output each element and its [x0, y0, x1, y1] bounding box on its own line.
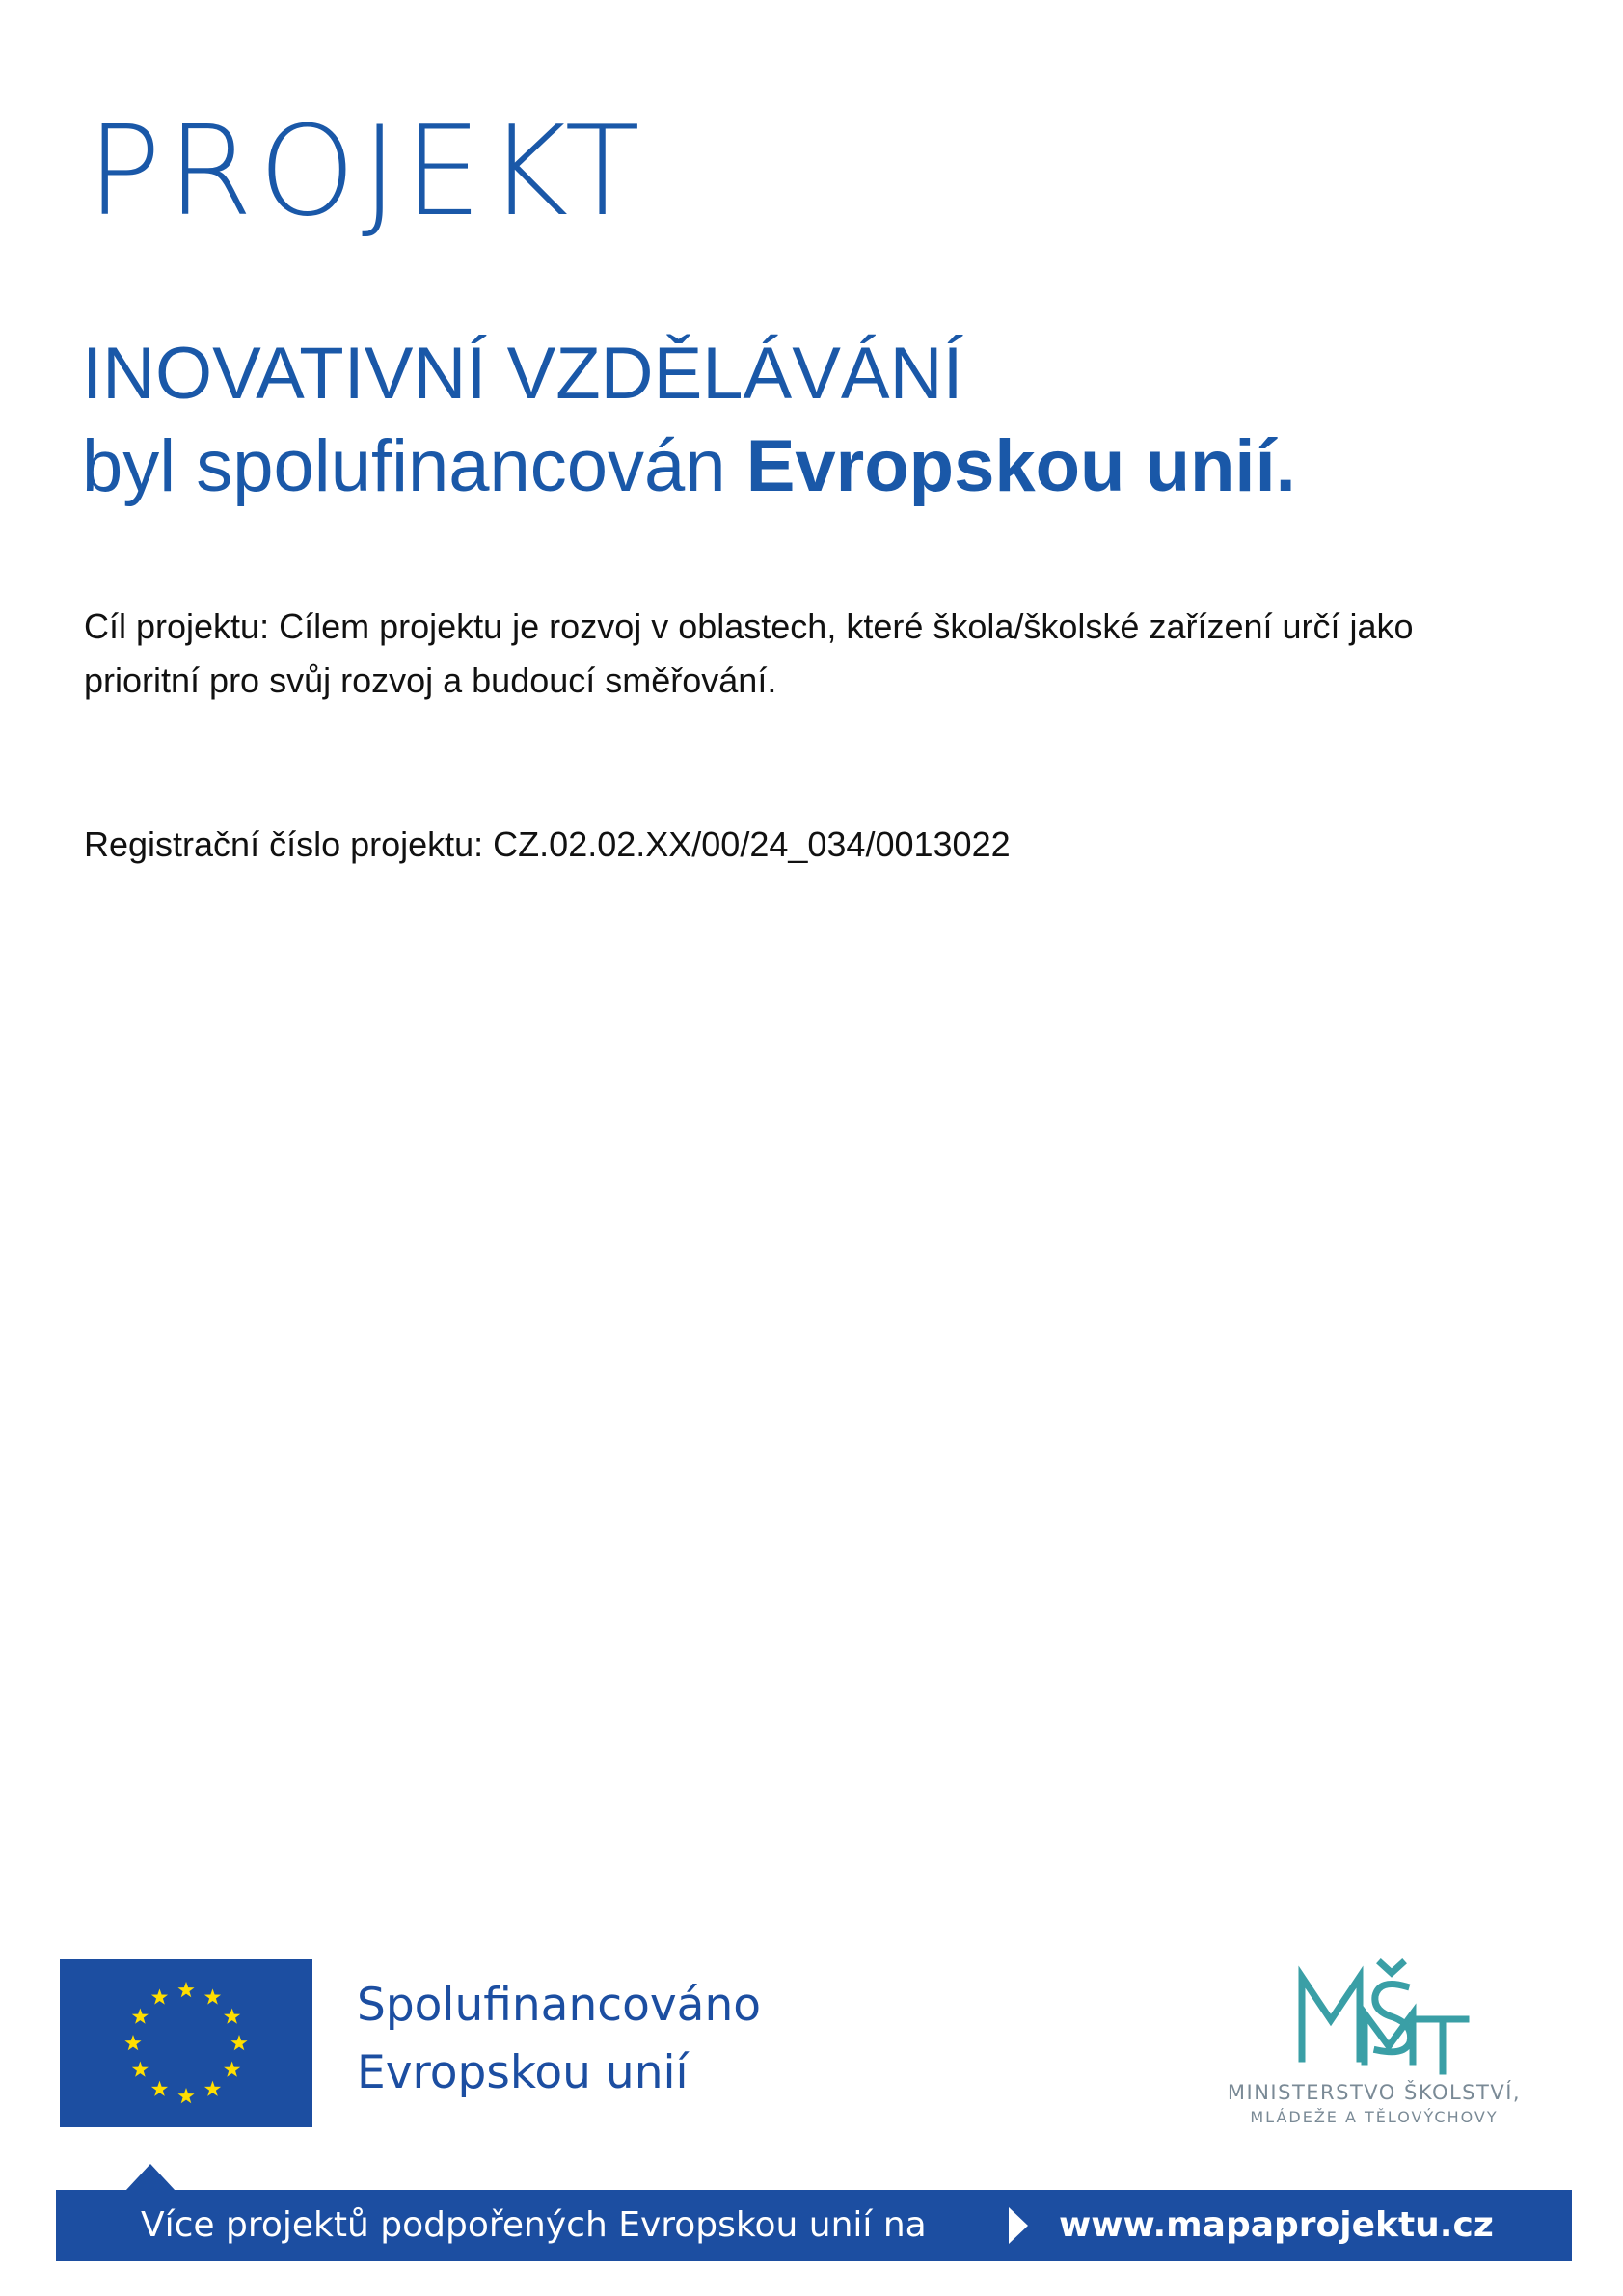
- eu-star-icon: [177, 2088, 194, 2103]
- eu-star-icon: [204, 2081, 221, 2096]
- eu-stars: [60, 1959, 312, 2127]
- info-banner: [56, 2190, 1572, 2261]
- eu-cofunded-label: [357, 1972, 761, 2107]
- banner-text: Více projektů podpořených Evropskou unií na: [141, 2205, 927, 2245]
- eu-star-icon: [132, 2009, 149, 2024]
- eu-star-icon: [224, 2062, 240, 2077]
- registration-number: Registrační číslo projektu: CZ.02.02.XX/00/24_034/0013022: [84, 824, 1011, 864]
- eu-star-icon: [204, 1988, 221, 2004]
- msmt-name-line2: MLÁDEŽE A TĚLOVÝCHOVY: [1250, 2108, 1499, 2126]
- funding-statement-bold: Evropskou unií.: [745, 425, 1296, 507]
- eu-star-icon: [224, 2009, 240, 2024]
- eu-label-line1: Spolufinancováno: [357, 1979, 762, 2032]
- project-goal: Cíl projektu: Cílem projektu je rozvoj v oblastech, které škola/školské zařízení určí jako prioritní pro svůj rozvoj a budoucí směřování.: [84, 607, 1414, 700]
- banner-arrow-icon: [125, 2164, 176, 2191]
- project-name: INOVATIVNÍ VZDĚLÁVÁNÍ: [82, 333, 963, 415]
- eu-star-icon: [151, 2081, 168, 2096]
- eu-star-icon: [124, 2035, 141, 2050]
- project-headline: [82, 328, 1296, 513]
- eu-flag-icon: [60, 1959, 312, 2127]
- eu-star-icon: [132, 2062, 149, 2077]
- msmt-logo: [1196, 1958, 1562, 2131]
- funding-statement: byl spolufinancován: [82, 425, 746, 507]
- play-arrow-icon: [1009, 2207, 1028, 2244]
- eu-star-icon: [230, 2035, 247, 2050]
- msmt-name-line1: MINISTERSTVO ŠKOLSTVÍ,: [1227, 2081, 1522, 2104]
- banner-url-link[interactable]: www.mapaprojektu.cz: [1059, 2205, 1494, 2245]
- eu-star-icon: [151, 1988, 168, 2004]
- eu-star-icon: [177, 1982, 194, 1997]
- eu-label-line2: Evropskou unií: [357, 2046, 689, 2099]
- poster-title: PROJEKT: [87, 100, 646, 244]
- msmt-monogram-icon: [1196, 1958, 1562, 2078]
